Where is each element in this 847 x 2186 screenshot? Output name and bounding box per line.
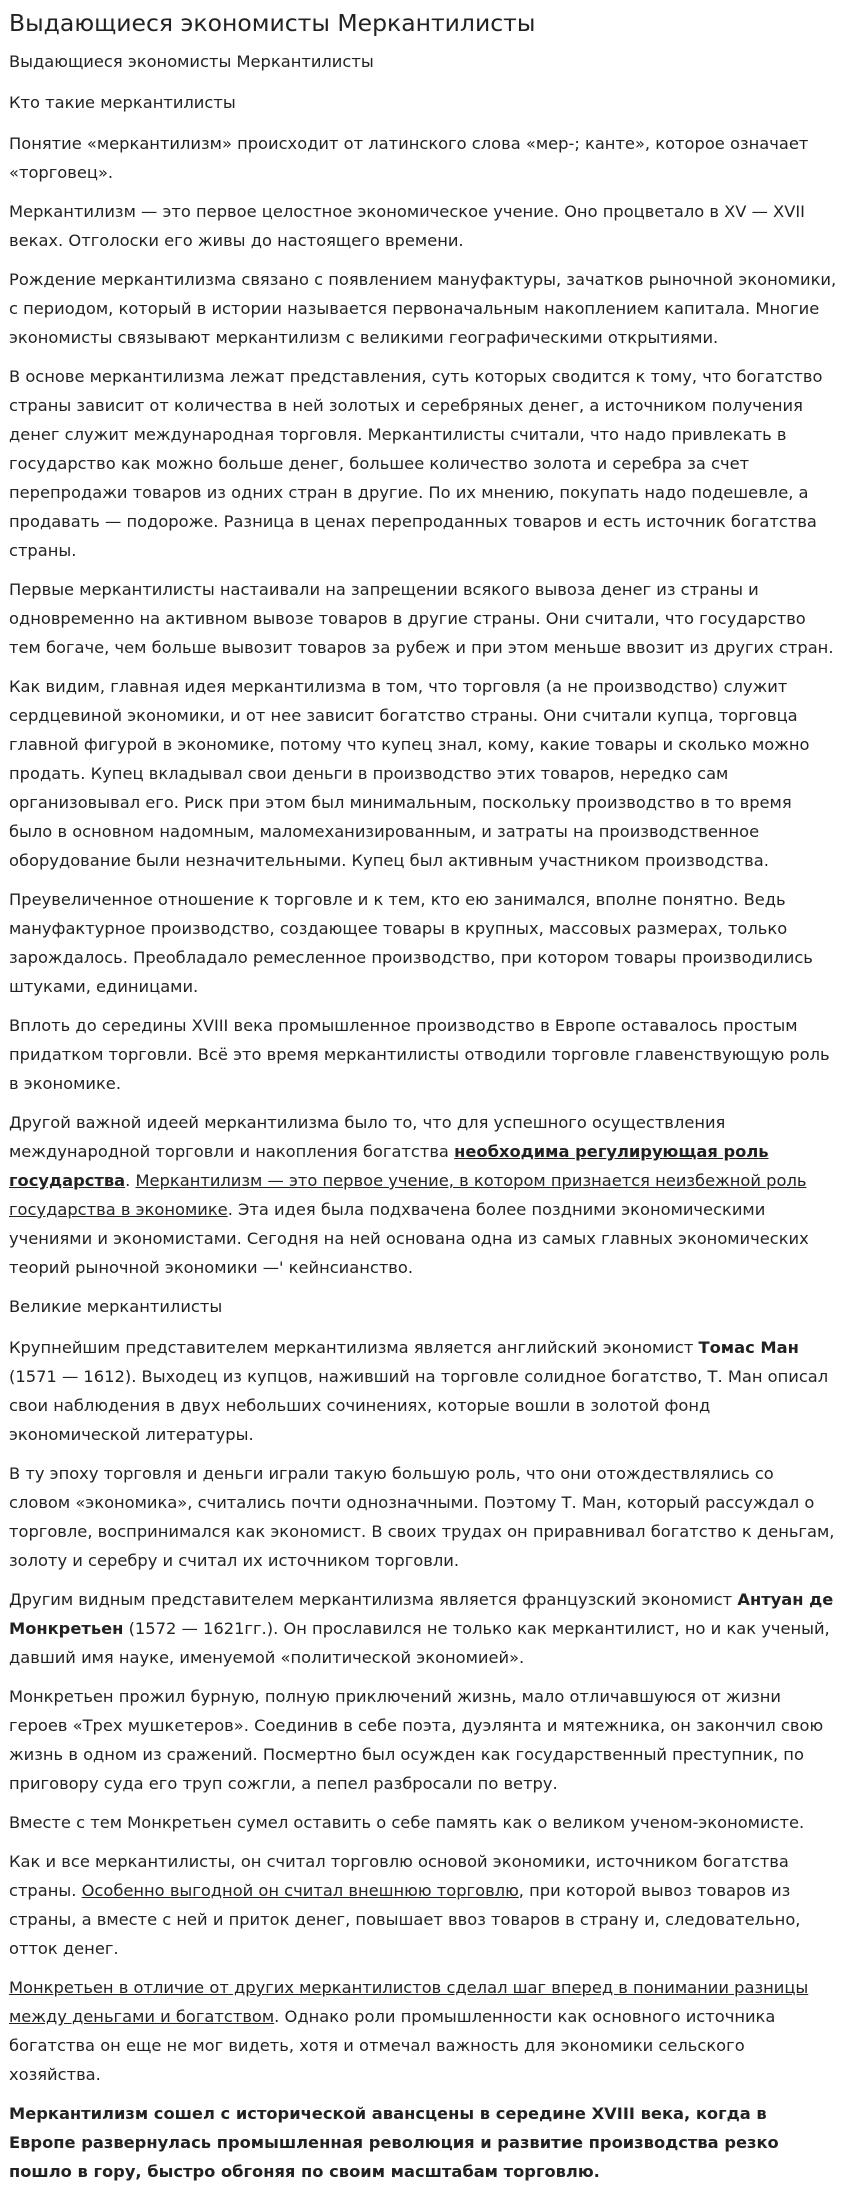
- section-heading-great: Великие меркантилисты: [9, 1297, 223, 1316]
- paragraph-term-origin: Понятие «меркантилизм» происходит от латинского слова «мер-; канте», которое означает «торговец».: [9, 134, 809, 182]
- text-span: . Эта идея была подхвачена более поздними экономическими учениями и экономистами. Сегодня на ней основана одна из самых главных экономических теорий рыночной экономики —' кейнсианство.: [9, 1200, 809, 1277]
- paragraph-exaggerated: Преувеличенное отношение к торговле и к тем, кто ею занимался, вполне понятно. Ведь мануфактурное производство, создающее товары в крупных, массовых размерах, только зарождалось. Преобладало ремесленное производство, при котором товары производились штуками, единицами.: [9, 890, 813, 996]
- paragraph-birth: Рождение меркантилизма связано с появлением мануфактуры, зачатков рыночной экономики, с периодом, который в истории называется первоначальным накоплением капитала. Многие экономисты связывают меркантилизм с великими географическими открытиями.: [9, 270, 837, 347]
- bold-conclusion: Меркантилизм сошел с исторической авансцены в середине XVIII века, когда в Европе развернулась промышленная революция и развитие производства резко пошло в гору, быстро обгоняя по своим масштабам торговлю.: [9, 2104, 779, 2181]
- text-span: (1571 — 1612). Выходец из купцов, наживший на торговле солидное богатство, Т. Ман описал свои наблюдения в двух небольших сочинениях, которые вошли в золотой фонд экономической литературы.: [9, 1367, 829, 1444]
- text-span: , при которой вывоз товаров из страны, а вместе с ней и приток денег, повышает ввоз товаров в страну и, следовательно, отток денег.: [9, 1881, 801, 1958]
- paragraph-main-idea: Как видим, главная идея меркантилизма в том, что торговля (а не производство) служит сердцевиной экономики, и от нее зависит богатство страны. Они считали купца, торговца главной фигурой в экономике, потому что купец знал, кому, какие товары и сколько можно продать. Купец вкладывал свои деньги в производство этих товаров, нередко сам организовывал его. Риск при этом был минимальным, поскольку производство в то время было в основном надомным, маломеханизированным, и затраты на производственное оборудование были незначительными. Купец был активным участником производства.: [9, 677, 810, 870]
- paragraph-trade-money: В ту эпоху торговля и деньги играли такую большую роль, что они отождествлялись со словом «экономика», считались почти однозначными. Поэтому Т. Ман, который рассуждал о торговле, воспринимался как экономист. В своих трудах он приравнивал богатство к деньгам, золоту и серебру и считал их источником торговли.: [9, 1464, 835, 1570]
- paragraph-montchrestien: [9, 1585, 838, 1672]
- paragraph-first-mercantilists: Первые меркантилисты настаивали на запрещении всякого вывоза денег из страны и одновременно на активном вывозе товаров в другие страны. Они считали, что государство тем богаче, чем больше вывозит товаров за рубеж и при этом меньше ввозит из других стран.: [9, 580, 834, 657]
- underlined-first-teaching: Меркантилизм — это первое учение, в котором признается неизбежной роль государства в экономике: [9, 1171, 807, 1219]
- paragraph-thomas-mun: [9, 1333, 838, 1449]
- text-span: . Однако роли промышленности как основного источника богатства он еще не мог видеть, хотя и отмечал важность для экономики сельского хозяйства.: [9, 2007, 776, 2084]
- name-thomas-mun: Томас Ман: [698, 1338, 799, 1357]
- paragraph-basis: В основе меркантилизма лежат представления, суть которых сводится к тому, что богатство страны зависит от количества в ней золотых и серебряных денег, а источником получения денег служит международная торговля. Меркантилисты считали, что надо привлекать в государство как можно больше денег, большее количество золота и серебра за счет перепродажи товаров из одних стран в другие. По их мнению, покупать надо подешевле, а продавать — подороже. Разница в ценах перепроданных товаров и есть источник богатства страны.: [9, 367, 823, 560]
- page-title: Выдающиеся экономисты Меркантилисты: [9, 9, 536, 37]
- section-heading-who: Кто такие меркантилисты: [9, 93, 236, 112]
- paragraph-money-wealth: [9, 1973, 838, 2089]
- text-span: Как и все меркантилисты, он считал торговлю основой экономики, источником богатства страны.: [9, 1852, 789, 1900]
- paragraph-foreign-trade: [9, 1847, 838, 1963]
- paragraph-state-role: [9, 1108, 838, 1282]
- subtitle: Выдающиеся экономисты Меркантилисты: [9, 52, 374, 71]
- paragraph-definition: Меркантилизм — это первое целостное экономическое учение. Оно процветало в XV — XVII веках. Отголоски его живы до настоящего времени.: [9, 202, 805, 250]
- text-span: Крупнейшим представителем меркантилизма является английский экономист: [9, 1338, 699, 1357]
- underlined-foreign-trade: Особенно выгодной он считал внешнюю торговлю: [81, 1881, 519, 1900]
- text-span: (1572 — 1621гг.). Он прославился не только как меркантилист, но и как ученый, давший имя науке, именуемой «политической экономией».: [9, 1619, 830, 1667]
- text-span: .: [125, 1171, 136, 1190]
- emphasis-state-role: необходима регулирующая роль государства: [9, 1142, 769, 1190]
- paragraph-until-xviii: Вплоть до середины XVIII века промышленное производство в Европе оставалось простым придатком торговли. Всё это время меркантилисты отводили торговле главенствующую роль в экономике.: [9, 1016, 830, 1093]
- text-span: Другим видным представителем меркантилизма является французский экономист: [9, 1590, 738, 1609]
- text-span: Другой важной идеей меркантилизма было то, что для успешного осуществления международной торговли и накопления богатства: [9, 1113, 726, 1161]
- underlined-step-forward: Монкретьен в отличие от других меркантилистов сделал шаг вперед в понимании разницы между деньгами и богатством: [9, 1978, 809, 2026]
- paragraph-life: Монкретьен прожил бурную, полную приключений жизнь, мало отличавшуюся от жизни героев «Трех мушкетеров». Соединив в себе поэта, дуэлянта и мятежника, он закончил свою жизнь в одном из сражений. Посмертно был осужден как государственный преступник, по приговору суда его труп сожгли, а пепел разбросали по ветру.: [9, 1687, 824, 1793]
- name-montchrestien: Антуан де Монкретьен: [9, 1590, 834, 1638]
- paragraph-memory: Вместе с тем Монкретьен сумел оставить о себе память как о великом ученом-экономисте.: [9, 1813, 805, 1832]
- paragraph-conclusion: [9, 2099, 838, 2186]
